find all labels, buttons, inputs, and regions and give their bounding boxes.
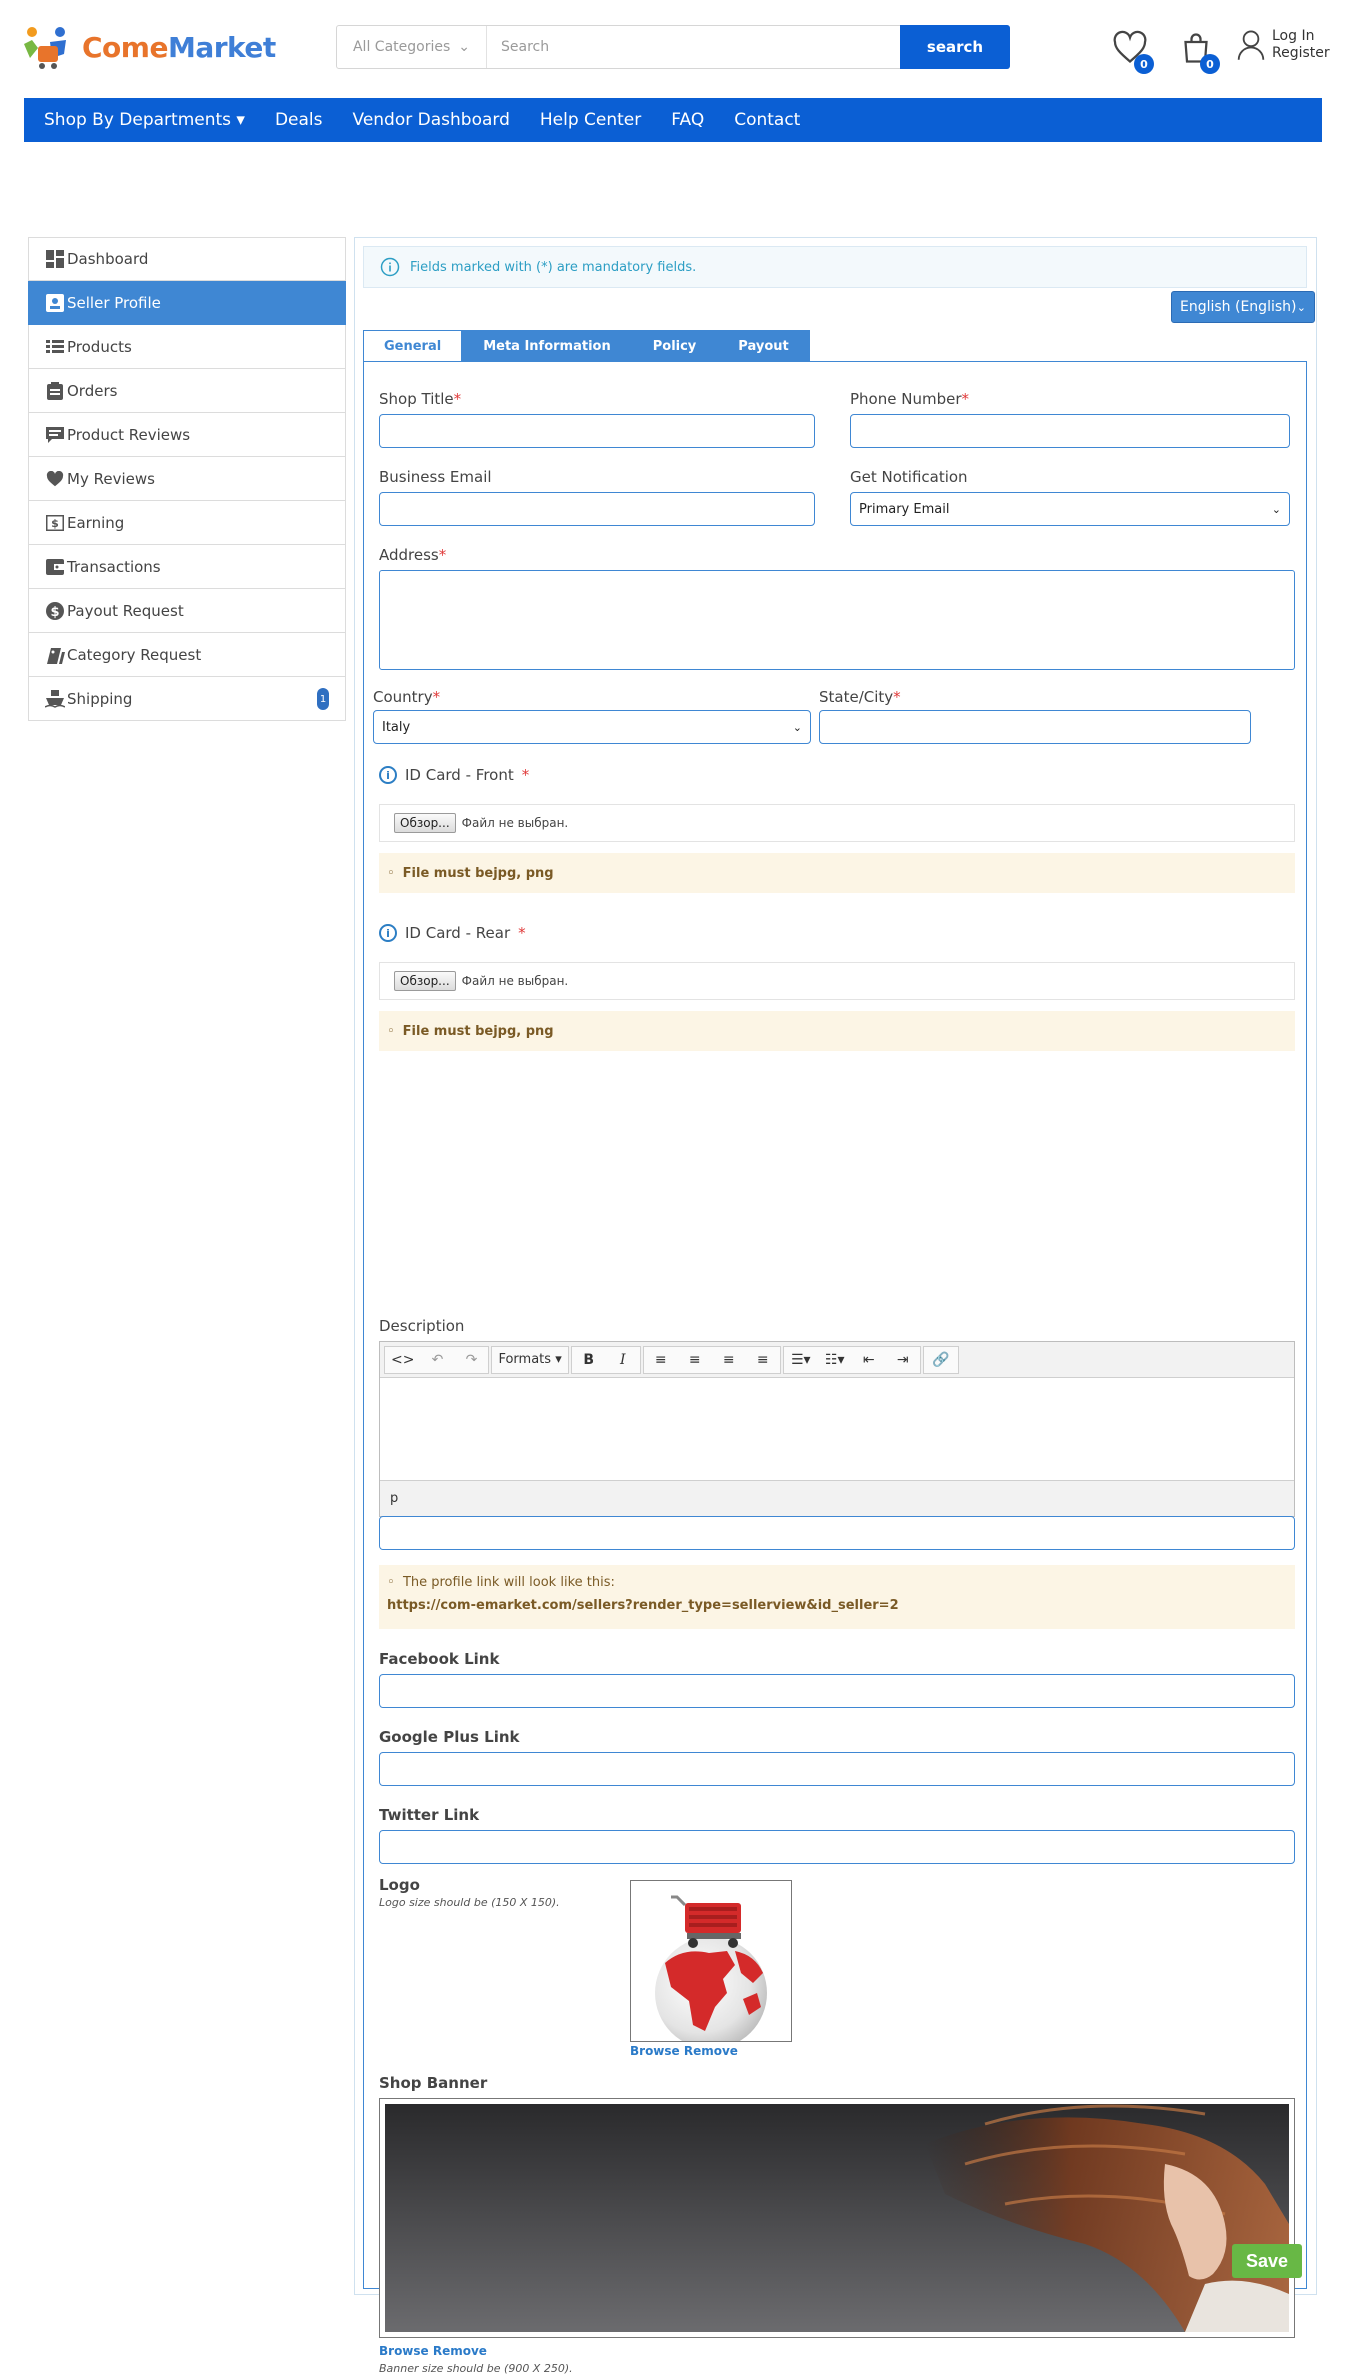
dollar-bill-icon xyxy=(45,513,65,533)
sidebar-item-orders[interactable] xyxy=(28,369,346,413)
nav-deals[interactable]: Deals xyxy=(274,110,323,130)
banner-size-hint: Banner size should be (900 X 250). xyxy=(379,2362,573,2375)
italic-icon[interactable]: I xyxy=(619,1351,626,1368)
editor-content-area[interactable] xyxy=(380,1378,1294,1480)
profile-tabs xyxy=(363,330,810,362)
search-input[interactable] xyxy=(487,26,900,68)
bold-icon[interactable]: B xyxy=(583,1351,595,1368)
logo-size-hint: Logo size should be (150 X 150). xyxy=(379,1896,560,1909)
sidebar-item-label: Payout Request xyxy=(67,601,184,620)
info-icon[interactable]: i xyxy=(379,766,397,784)
chevron-down-icon: ⌄ xyxy=(1296,300,1306,314)
profile-url-preview: https://com-emarket.com/sellers?render_type=sellerview&id_seller=2 xyxy=(387,1598,899,1613)
main-navbar xyxy=(24,98,1322,142)
sidebar-item-label: Earning xyxy=(67,513,125,532)
sidebar-item-label: Transactions xyxy=(67,557,161,576)
align-right-icon[interactable]: ≡ xyxy=(722,1351,735,1368)
sidebar-item-label: Category Request xyxy=(67,645,202,664)
description-label: Description xyxy=(379,1317,465,1335)
sidebar-item-label: Seller Profile xyxy=(67,293,161,312)
cart-button[interactable] xyxy=(1178,30,1218,70)
align-left-icon[interactable]: ≡ xyxy=(654,1351,667,1368)
category-select[interactable]: All Categories ⌄ xyxy=(337,26,487,68)
site-header xyxy=(0,0,1345,96)
shop-title-label: Shop Title* xyxy=(379,390,462,408)
eye-icon: ◦ xyxy=(387,1023,395,1039)
sidebar-item-label: Products xyxy=(67,337,132,356)
facebook-link-input[interactable] xyxy=(379,1674,1295,1708)
sidebar-item-dashboard[interactable] xyxy=(28,237,346,281)
sidebar-item-label: My Reviews xyxy=(67,469,155,488)
sidebar-item-my-reviews[interactable] xyxy=(28,457,346,501)
dashboard-icon xyxy=(45,249,65,269)
sidebar-item-product-reviews[interactable] xyxy=(28,413,346,457)
formats-dropdown[interactable]: Formats ▾ xyxy=(498,1352,562,1367)
profile-url-note: ◦ The profile link will look like this: https://com-emarket.com/sellers?render_type=sellerview&id_seller=2 xyxy=(379,1565,1295,1629)
id-rear-label: i ID Card - Rear * xyxy=(379,924,526,942)
twitter-link-input[interactable] xyxy=(379,1830,1295,1864)
sidebar-item-shipping[interactable] xyxy=(28,677,346,721)
nav-faq[interactable]: FAQ xyxy=(671,110,705,130)
logo-preview-image xyxy=(630,1880,792,2042)
id-rear-file-input[interactable]: Обзор... Файл не выбран. xyxy=(379,962,1295,1000)
banner-browse-remove[interactable]: Browse Remove xyxy=(379,2344,487,2358)
numbered-list-icon[interactable]: ☷▾ xyxy=(824,1351,845,1368)
sidebar-item-products[interactable] xyxy=(28,325,346,369)
phone-number-label: Phone Number* xyxy=(850,390,969,408)
seller-sidebar xyxy=(28,237,346,721)
indent-icon[interactable]: ⇥ xyxy=(896,1351,909,1368)
tags-icon xyxy=(45,645,65,665)
editor-toolbar xyxy=(380,1342,1294,1378)
search-bar xyxy=(336,25,1010,69)
language-select[interactable]: English (English) ⌄ xyxy=(1171,291,1315,323)
save-button[interactable]: Save xyxy=(1232,2244,1302,2278)
google-plus-link-label: Google Plus Link xyxy=(379,1728,520,1746)
notification-select[interactable]: Primary Email ⌄ xyxy=(850,492,1290,526)
country-label: Country* xyxy=(373,688,441,706)
chevron-down-icon: ⌄ xyxy=(792,720,802,734)
outdent-icon[interactable]: ⇤ xyxy=(862,1351,875,1368)
sidebar-item-label: Product Reviews xyxy=(67,425,191,444)
sidebar-item-seller-profile[interactable] xyxy=(28,281,346,325)
info-icon[interactable]: i xyxy=(379,924,397,942)
sidebar-item-category-request[interactable] xyxy=(28,633,346,677)
get-notification-label: Get Notification xyxy=(850,468,968,486)
business-email-label: Business Email xyxy=(379,468,492,486)
logo-browse-remove[interactable]: Browse Remove xyxy=(630,2044,738,2058)
align-justify-icon[interactable]: ≡ xyxy=(756,1351,769,1368)
tab-general[interactable]: General xyxy=(363,330,462,362)
chevron-down-icon: ⌄ xyxy=(1271,502,1281,516)
info-circle-icon xyxy=(380,257,400,277)
shop-banner-preview xyxy=(379,2098,1295,2338)
id-front-warning: ◦ File must bejpg, png xyxy=(379,853,1295,893)
editor-status-bar: p xyxy=(380,1480,1294,1516)
wishlist-button[interactable] xyxy=(1112,30,1152,70)
general-tab-content xyxy=(363,361,1307,2375)
state-city-input[interactable] xyxy=(819,710,1251,744)
description-editor xyxy=(379,1341,1295,1517)
cart-count-badge: 0 xyxy=(1200,54,1220,74)
heart-icon xyxy=(45,469,65,489)
mandatory-info-alert: Fields marked with (*) are mandatory fields. xyxy=(363,246,1307,288)
redo-icon[interactable]: ↷ xyxy=(465,1351,478,1368)
site-logo[interactable] xyxy=(20,24,276,70)
banner-image xyxy=(385,2104,1289,2332)
sidebar-item-label: Orders xyxy=(67,381,118,400)
chevron-down-icon: ⌄ xyxy=(458,39,470,55)
svg-text:$: $ xyxy=(51,516,59,530)
sidebar-item-label: Shipping xyxy=(67,689,133,708)
wallet-icon xyxy=(45,557,65,577)
seller-profile-panel xyxy=(354,237,1317,2375)
sidebar-item-earning[interactable] xyxy=(28,501,346,545)
phone-number-input[interactable] xyxy=(850,414,1290,448)
shop-banner-label: Shop Banner xyxy=(379,2074,488,2092)
sidebar-item-transactions[interactable] xyxy=(28,545,346,589)
profile-icon xyxy=(45,293,65,313)
nav-vendor-dashboard[interactable]: Vendor Dashboard xyxy=(352,110,510,130)
login-link[interactable]: Log In xyxy=(1272,28,1315,44)
sidebar-item-payout-request[interactable] xyxy=(28,589,346,633)
business-email-input[interactable] xyxy=(379,492,815,526)
shipping-badge: 1 xyxy=(317,688,329,710)
google-plus-link-input[interactable] xyxy=(379,1752,1295,1786)
logo-text: ComeMarket xyxy=(82,30,276,64)
profile-url-alias-input[interactable] xyxy=(379,1516,1295,1550)
facebook-link-label: Facebook Link xyxy=(379,1650,500,1668)
list-icon xyxy=(45,337,65,357)
register-link[interactable]: Register xyxy=(1272,45,1330,61)
nav-shop-by-departments[interactable]: Shop By Departments ▾ xyxy=(44,110,245,130)
link-icon[interactable]: 🔗 xyxy=(932,1351,950,1368)
sidebar-item-label: Dashboard xyxy=(67,250,149,268)
clipboard-icon xyxy=(45,381,65,401)
search-button[interactable]: search xyxy=(900,25,1010,69)
address-label: Address* xyxy=(379,546,447,564)
logo-label: Logo xyxy=(379,1876,420,1894)
browse-file-button[interactable]: Обзор... xyxy=(394,813,456,833)
tab-policy[interactable]: Policy xyxy=(632,330,718,362)
browse-file-button[interactable]: Обзор... xyxy=(394,971,456,991)
bullet-list-icon[interactable]: ☰▾ xyxy=(790,1351,811,1368)
tab-meta-information[interactable]: Meta Information xyxy=(462,330,632,362)
align-center-icon[interactable]: ≡ xyxy=(688,1351,701,1368)
logo-mark-icon xyxy=(20,24,76,70)
nav-contact[interactable]: Contact xyxy=(734,110,801,130)
twitter-link-label: Twitter Link xyxy=(379,1806,480,1824)
country-select[interactable]: Italy ⌄ xyxy=(373,710,811,744)
user-icon xyxy=(1236,29,1266,61)
undo-icon[interactable]: ↶ xyxy=(431,1351,444,1368)
tab-payout[interactable]: Payout xyxy=(717,330,809,362)
comment-icon xyxy=(45,425,65,445)
ship-icon xyxy=(45,689,65,709)
state-city-label: State/City* xyxy=(819,688,901,706)
source-code-icon[interactable]: <> xyxy=(391,1351,415,1368)
svg-text:$: $ xyxy=(50,604,60,620)
address-textarea[interactable] xyxy=(379,570,1295,670)
eye-icon: ◦ xyxy=(387,865,395,881)
dollar-circle-icon xyxy=(45,601,65,621)
shop-title-input[interactable] xyxy=(379,414,815,448)
id-rear-warning: ◦ File must bejpg, png xyxy=(379,1011,1295,1051)
login-register[interactable] xyxy=(1236,28,1330,62)
id-front-label: i ID Card - Front * xyxy=(379,766,529,784)
eye-icon: ◦ xyxy=(387,1575,395,1590)
wishlist-count-badge: 0 xyxy=(1134,54,1154,74)
nav-help-center[interactable]: Help Center xyxy=(539,110,642,130)
id-front-file-input[interactable]: Обзор... Файл не выбран. xyxy=(379,804,1295,842)
